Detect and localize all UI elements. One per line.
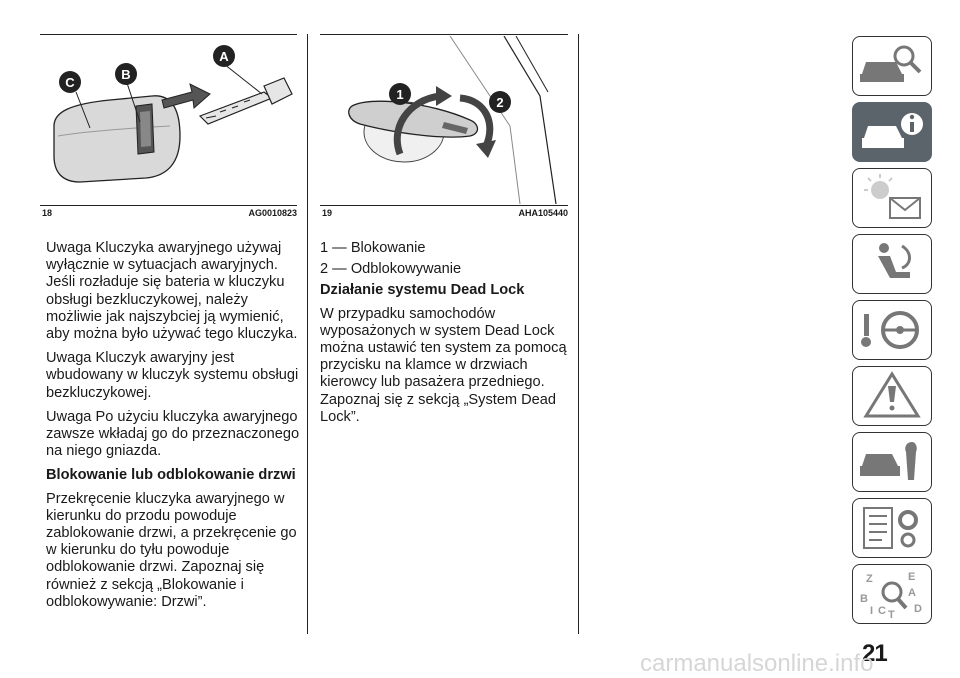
caption-rule-left (40, 205, 297, 206)
figure-code: AG0010823 (248, 208, 297, 218)
svg-text:1: 1 (396, 87, 404, 102)
tab-warning-light-envelope[interactable] (852, 168, 932, 228)
figure-caption-19 (322, 208, 568, 218)
svg-text:D: D (914, 603, 922, 615)
tab-steering-wheel[interactable] (852, 300, 932, 360)
spec-sheet-gears-icon (856, 502, 928, 554)
note-paragraph: Uwaga Kluczyk awaryjny jest wbudowany w kluczyk systemu obsługi bezkluczykowej. (46, 350, 299, 401)
seat-airbag-icon (856, 238, 928, 290)
figure-code: AHA105440 (518, 208, 568, 218)
svg-text:C: C (65, 75, 75, 90)
section-heading: Blokowanie lub odblokowanie drzwi (46, 467, 296, 484)
car-info-icon (856, 106, 928, 158)
svg-text:Z: Z (866, 573, 873, 585)
column-divider-right (578, 34, 579, 634)
car-magnifier-icon (856, 40, 928, 92)
top-rule-left (40, 34, 297, 35)
legend-item: 1 — Blokowanie (320, 240, 426, 256)
alphabet-index-icon (856, 568, 928, 620)
callout-1 (389, 83, 411, 105)
tab-car-magnifier[interactable] (852, 36, 932, 96)
road-warning-icon (856, 370, 928, 422)
callout-b (115, 63, 137, 85)
svg-text:A: A (219, 49, 229, 64)
tab-specifications[interactable] (852, 498, 932, 558)
chapter-tabs (852, 36, 934, 630)
page-number: 21 (862, 640, 887, 667)
car-wrench-icon (856, 436, 928, 488)
figure-caption-18 (42, 208, 297, 218)
svg-text:C: C (878, 605, 886, 617)
figure-key-illustration (40, 36, 297, 204)
tab-car-info[interactable] (852, 102, 932, 162)
callout-2 (489, 91, 511, 113)
section-heading: Działanie systemu Dead Lock (320, 282, 525, 299)
tab-car-wrench[interactable] (852, 432, 932, 492)
figure-number: 19 (322, 208, 333, 218)
svg-text:I: I (870, 605, 874, 617)
tab-road-warning[interactable] (852, 366, 932, 426)
note-paragraph: Uwaga Po użyciu kluczyka awaryjnego zawsze wkładaj go do przeznaczonego na niego gniazda. (46, 408, 300, 460)
caption-rule-right (320, 205, 568, 206)
steering-wheel-key-icon (856, 304, 928, 356)
top-rule-right (320, 34, 568, 35)
tab-alphabet-index[interactable] (852, 564, 932, 624)
note-paragraph: Uwaga Kluczyka awaryjnego używaj wyłącznie w sytuacjach awaryjnych. Jeśli rozładuje się bateria w kluczyku obsługi bezkluczykowej, należy możliwie jak najszybciej ją wymienić, aby można było używać tego kluczyka. (46, 240, 298, 343)
svg-text:A: A (908, 587, 916, 599)
legend-item: 2 — Odblokowywanie (320, 261, 462, 278)
svg-text:E: E (908, 571, 916, 583)
right-text-column (320, 240, 568, 433)
svg-text:B: B (860, 593, 868, 605)
body-paragraph: Przekręcenie kluczyka awaryjnego w kierunku do przodu powoduje zablokowanie drzwi, a przekręcenie go w kierunku do tyłu powoduje odblokowanie drzwi. Zapoznaj się również z sekcją „Blokowanie i odblokowywanie: Drzwi”. (46, 490, 297, 610)
figure-door-handle-illustration (320, 36, 568, 204)
warning-light-envelope-icon (856, 172, 928, 224)
callout-a (213, 45, 235, 67)
column-divider-left (307, 34, 308, 634)
tab-seat-airbag[interactable] (852, 234, 932, 294)
body-paragraph: W przypadku samochodów wyposażonych w system Dead Lock można ustawić ten system za pomocą przycisku na klamce w drzwiach kierowcy lub pasażera przedniego. Zapoznaj się z sekcją „System Dead Lock”. (320, 305, 567, 425)
callout-c (59, 71, 81, 93)
legend-list (320, 240, 568, 278)
svg-text:B: B (121, 67, 131, 82)
watermark: carmanualsonline.info (640, 650, 874, 677)
svg-text:T: T (888, 609, 895, 620)
figure-number: 18 (42, 208, 53, 218)
svg-text:2: 2 (496, 95, 504, 110)
left-text-column (46, 240, 300, 618)
